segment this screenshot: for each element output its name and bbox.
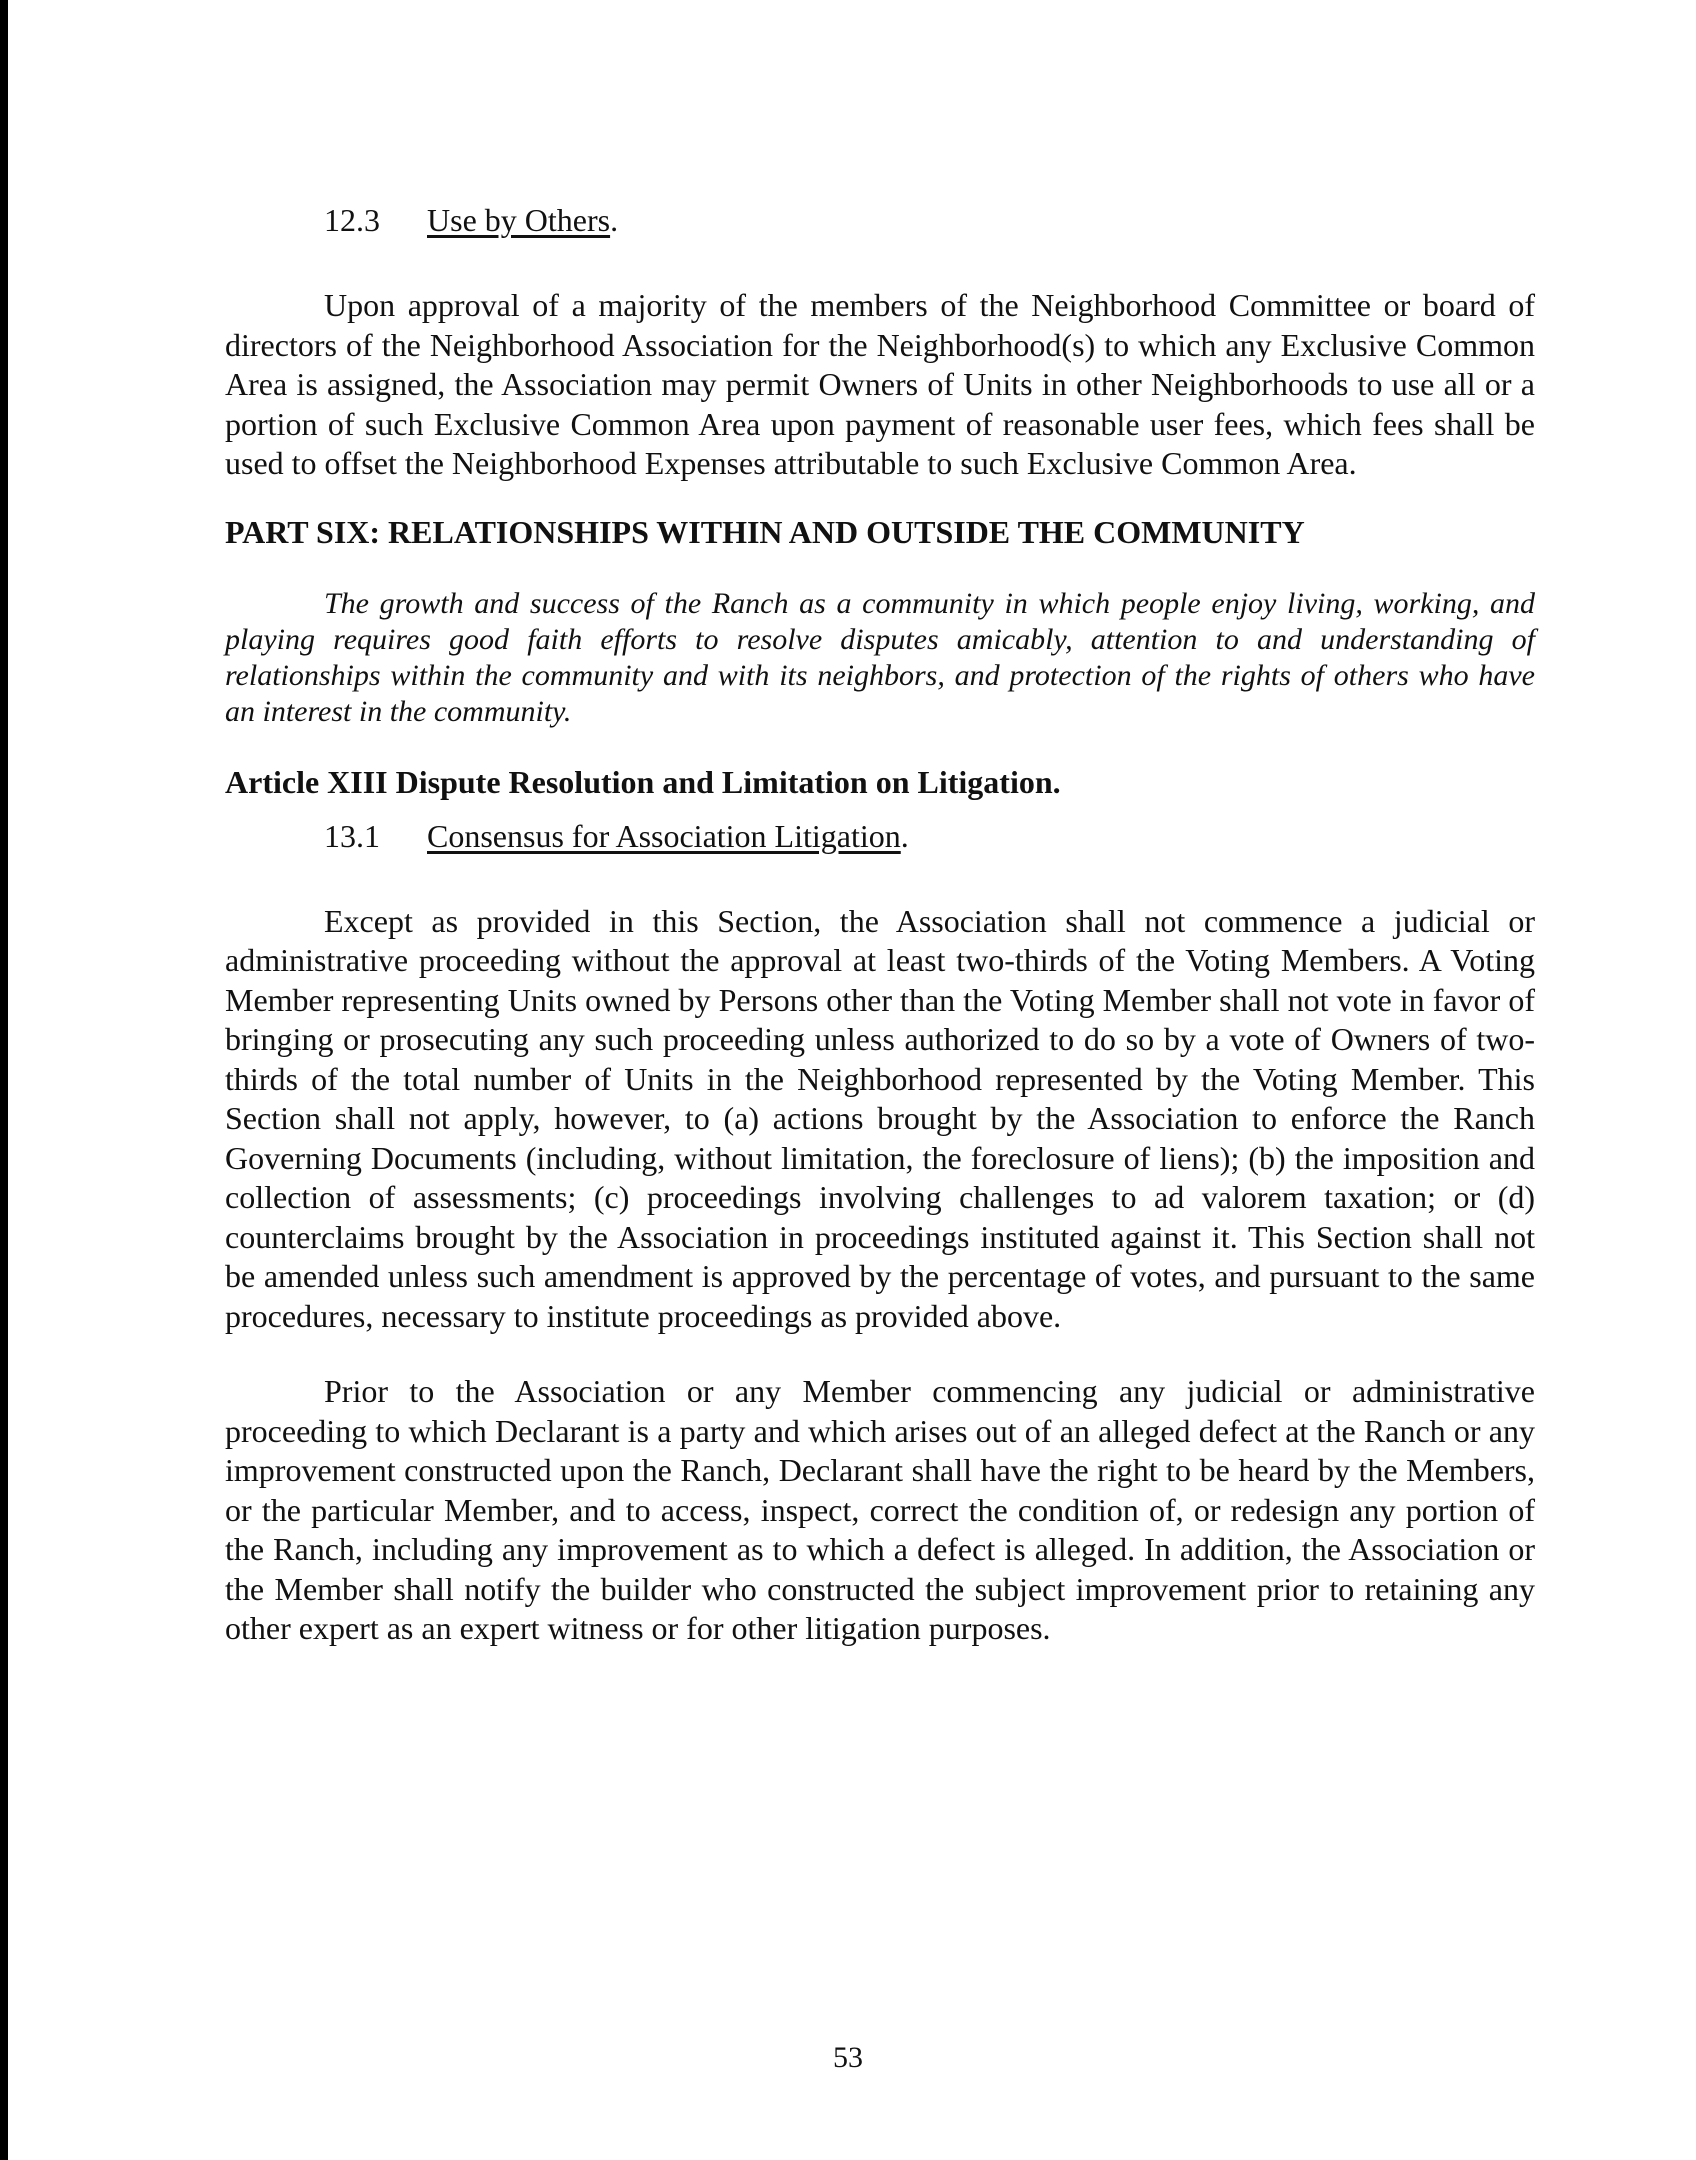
part-six-heading: PART SIX: RELATIONSHIPS WITHIN AND OUTSIDE THE COMMUNITY (225, 513, 1305, 550)
scan-left-edge (0, 0, 8, 2160)
section-heading-12-3 (225, 200, 1535, 240)
section-title: Use by Others (427, 202, 611, 238)
section-title: Consensus for Association Litigation (427, 817, 901, 854)
document-page (225, 200, 1535, 1649)
section-title-period: . (610, 202, 619, 238)
part-six-preamble: The growth and success of the Ranch as a community in which people enjoy living, working, and playing requires good faith efforts to resolve disputes amicably, attention to and understanding of relationships within the community and with its neighbors, and protection of the rights of others who have an interest in the community. (225, 586, 1535, 728)
section-number: 13.1 (324, 817, 380, 854)
section-title-period: . (900, 817, 909, 854)
paragraph-use-by-others: Upon approval of a majority of the members of the Neighborhood Committee or board of directors of the Neighborhood Association for the Neighborhood(s) to which any Exclusive Common Area is assigned, the Association may permit Owners of Units in other Neighborhoods to use all or a portion of such Exclusive Common Area upon payment of reasonable user fees, which fees shall be used to offset the Neighborhood Expenses attributable to such Exclusive Common Area. (225, 287, 1535, 481)
page-number: 53 (833, 2041, 863, 2074)
article-xiii-heading: Article XIII Dispute Resolution and Limitation on Litigation. (225, 763, 1061, 800)
paragraph-consensus-litigation: Except as provided in this Section, the Association shall not commence a judicial or administrative proceeding without the approval at least two-thirds of the Voting Members. A Voting Member representing Units owned by Persons other than the Voting Member shall not vote in favor of bringing or prosecuting any such proceeding unless authorized to do so by a vote of Owners of two-thirds of the total number of Units in the Neighborhood represented by the Voting Member. This Section shall not apply, however, to (a) actions brought by the Association to enforce the Ranch Governing Documents (including, without limitation, the foreclosure of liens); (b) the imposition and collection of assessments; (c) proceedings involving challenges to ad valorem taxation; or (d) counterclaims brought by the Association in proceedings instituted against it. This Section shall not be amended unless such amendment is approved by the percentage of votes, and pursuant to the same procedures, necessary to institute proceedings as provided above. (225, 902, 1535, 1334)
section-number: 12.3 (324, 202, 380, 238)
paragraph-declarant-right: Prior to the Association or any Member commencing any judicial or administrative proceeding to which Declarant is a party and which arises out of an alleged defect at the Ranch or any improvement constructed upon the Ranch, Declarant shall have the right to be heard by the Members, or the particular Member, and to access, inspect, correct the condition of, or redesign any portion of the Ranch, including any improvement as to which a defect is alleged. In addition, the Association or the Member shall notify the builder who constructed the subject improvement prior to retaining any other expert as an expert witness or for other litigation purposes. (225, 1373, 1535, 1646)
section-heading-13-1 (225, 816, 1535, 856)
